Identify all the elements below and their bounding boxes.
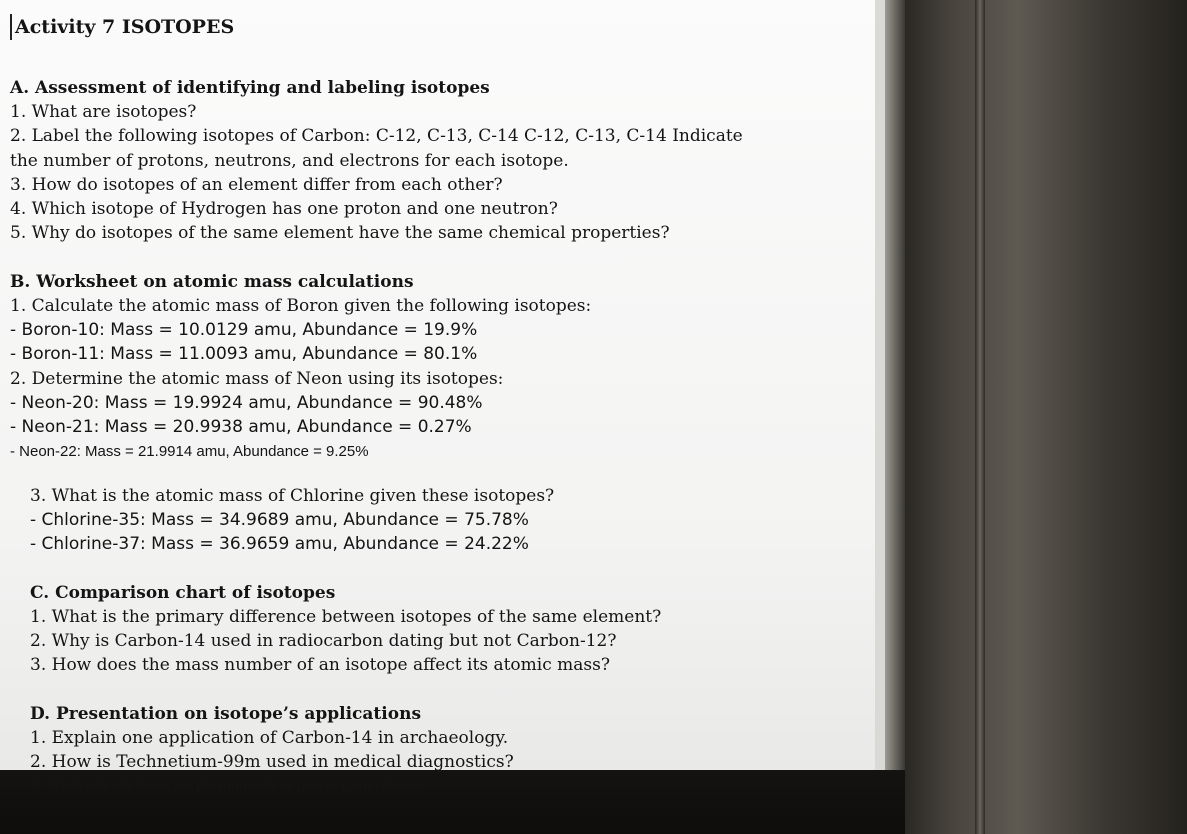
section-a-item: 2. Label the following isotopes of Carbon: C-12, C-13, C-14 C-12, C-13, C-14 Indicate	[10, 126, 743, 147]
section-d	[30, 702, 880, 799]
chlorine-37-line: - Chlorine-37: Mass = 36.9659 amu, Abundance = 24.22%	[30, 534, 529, 555]
section-c-item: 3. How does the mass number of an isotope affect its atomic mass?	[30, 655, 610, 676]
section-b-heading: B. Worksheet on atomic mass calculations	[10, 271, 414, 292]
section-b-question-3: 3. What is the atomic mass of Chlorine given these isotopes?	[30, 485, 555, 506]
section-a-item: 3. How do isotopes of an element differ from each other?	[10, 174, 503, 195]
device-bezel-right	[905, 0, 1187, 834]
section-a-item: 5. Why do isotopes of the same element have the same chemical properties?	[10, 223, 670, 244]
neon-20-line: - Neon-20: Mass = 19.9924 amu, Abundance = 90.48%	[10, 392, 483, 413]
section-d-item: 3. What role do isotopes play in nuclear power generation?	[30, 777, 422, 795]
neon-22-line: - Neon-22: Mass = 21.9914 amu, Abundance = 9.25%	[10, 442, 369, 460]
boron-10-line: - Boron-10: Mass = 10.0129 amu, Abundance = 19.9%	[10, 320, 478, 341]
boron-11-line: - Boron-11: Mass = 11.0093 amu, Abundance = 80.1%	[10, 344, 478, 365]
section-c-heading: C. Comparison chart of isotopes	[30, 582, 336, 603]
section-a-item: the number of protons, neutrons, and electrons for each isotope.	[10, 150, 569, 171]
section-a	[10, 76, 880, 246]
section-b	[10, 270, 880, 557]
chlorine-35-line: - Chlorine-35: Mass = 34.9689 amu, Abundance = 75.78%	[30, 510, 529, 531]
section-d-item: 1. Explain one application of Carbon-14 in archaeology.	[30, 727, 509, 748]
section-b-question-3-block	[30, 484, 880, 557]
document-title: Activity 7 ISOTOPES	[10, 14, 880, 40]
section-c	[30, 581, 880, 678]
screen-edge	[885, 0, 905, 770]
neon-21-line: - Neon-21: Mass = 20.9938 amu, Abundance = 0.27%	[10, 417, 472, 438]
section-d-heading: D. Presentation on isotope’s applications	[30, 703, 422, 724]
document	[10, 14, 880, 799]
section-b-question-1: 1. Calculate the atomic mass of Boron given the following isotopes:	[10, 295, 592, 316]
section-d-item: 2. How is Technetium-99m used in medical diagnostics?	[30, 751, 514, 772]
device-rim	[975, 0, 985, 834]
section-c-item: 2. Why is Carbon-14 used in radiocarbon dating but not Carbon-12?	[30, 631, 617, 652]
section-c-item: 1. What is the primary difference between isotopes of the same element?	[30, 606, 662, 627]
section-a-heading: A. Assessment of identifying and labeling isotopes	[10, 78, 490, 98]
section-a-item: 4. Which isotope of Hydrogen has one proton and one neutron?	[10, 199, 558, 220]
section-a-item: 1. What are isotopes?	[10, 102, 197, 122]
section-b-question-2: 2. Determine the atomic mass of Neon using its isotopes:	[10, 368, 504, 389]
